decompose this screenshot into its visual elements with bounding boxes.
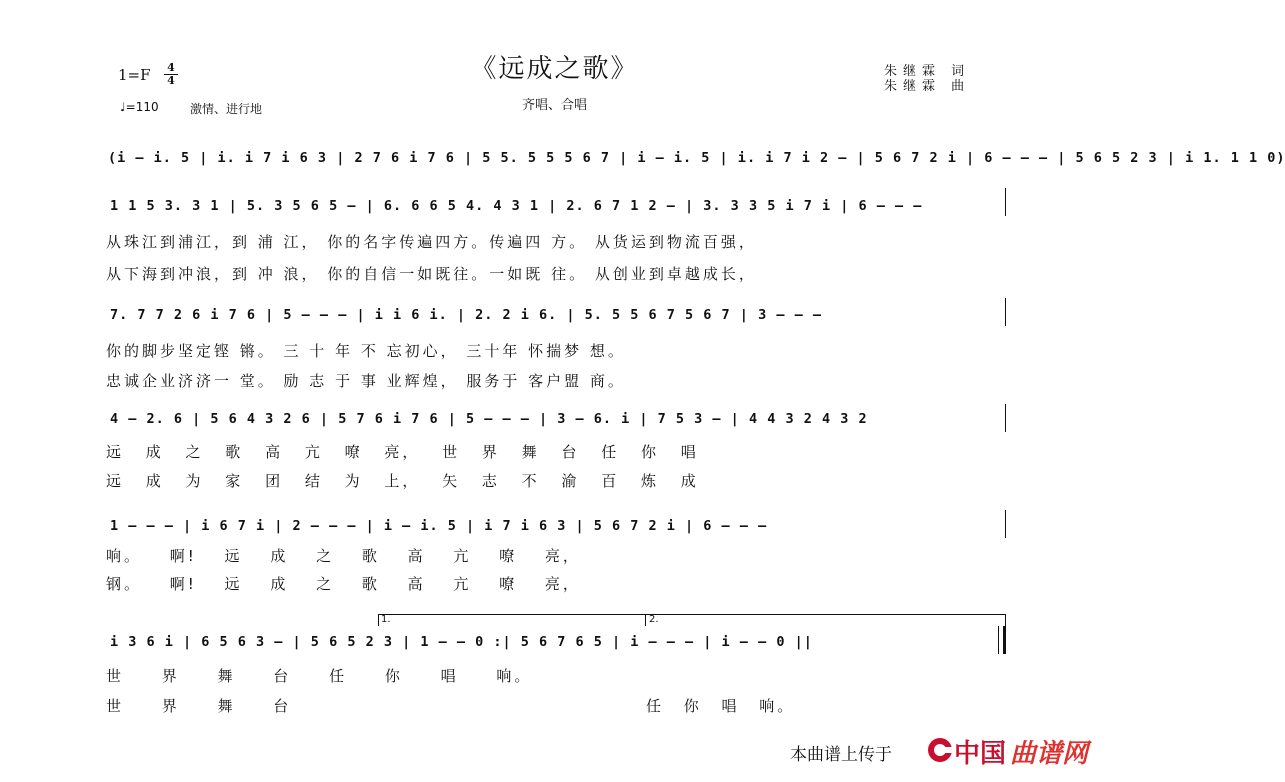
volta-2-label: 2.	[649, 614, 659, 625]
line-4-lyric-2: 远 成 为 家 团 结 为 上， 矢 志 不 渝 百 炼 成	[106, 472, 699, 490]
barline	[998, 626, 999, 654]
meter-bottom: 4	[167, 74, 175, 87]
line-5-lyric-1: 响。 啊! 远 成 之 歌 高 亢 嘹 亮，	[106, 547, 581, 565]
logo-mark-icon	[926, 736, 954, 764]
score-line-6-notes: i 3 6 i | 6 5 6 3 – | 5 6 5 2 3 | 1 – – 0 :| 5 6 7 6 5 | i – – – | i – – 0 ||	[110, 634, 813, 650]
barline	[1005, 510, 1006, 538]
final-barline	[1003, 626, 1006, 654]
logo-text-zhongguo: 中国	[954, 739, 1007, 769]
volta-tick	[378, 614, 379, 626]
meter-top: 4	[164, 62, 178, 75]
barline	[1005, 188, 1006, 216]
logo-text-qupu: 曲谱网	[1010, 739, 1089, 769]
line-3-lyric-2: 忠诚企业济济一 堂。 励 志 于 事 业辉煌， 服务于 客户盟 商。	[106, 372, 626, 390]
upload-notice: 本曲谱上传于	[790, 745, 892, 765]
performance-style: 齐唱、合唱	[521, 98, 587, 113]
volta-1-label: 1.	[381, 614, 391, 625]
volta-bracket	[378, 614, 1006, 615]
expression-marking: 激情、进行地	[190, 102, 263, 116]
barline	[1005, 404, 1006, 432]
volta-tick	[645, 614, 646, 626]
line-5-lyric-2: 钢。 啊! 远 成 之 歌 高 亢 嘹 亮，	[106, 575, 581, 593]
line-4-lyric-1: 远 成 之 歌 高 亢 嘹 亮， 世 界 舞 台 任 你 唱	[106, 443, 699, 461]
score-line-1-notes: (i – i. 5 | i. i 7 i 6 3 | 2 7 6 i 7 6 | 5 5. 5 5 5 6 7 | i – i. 5 | i. i 7 i 2 – | 5 6 7 2 i | 6 – – – | 5 6 5 2 3 | i 1. 1 1 0)	[108, 150, 1285, 166]
line-3-lyric-1: 你的脚步坚定铿 锵。 三 十 年 不 忘初心， 三十年 怀揣梦 想。	[106, 342, 626, 360]
barline	[1005, 298, 1006, 326]
line-2-lyric-1: 从珠江到浦江，到 浦 江， 你的名字传遍四方。传遍四 方。 从货运到物流百强，	[106, 233, 757, 251]
score-line-2-notes: 1 1 5 3. 3 1 | 5. 3 5 6 5 – | 6. 6 6 5 4. 4 3 1 | 2. 6 7 1 2 – | 3. 3 3 5 i 7 i | 6 – – –	[110, 198, 923, 214]
line-2-lyric-2: 从下海到冲浪，到 冲 浪， 你的自信一如既往。一如既 往。 从创业到卓越成长，	[106, 265, 757, 283]
tempo-marking: ♩=110	[120, 100, 159, 114]
credits	[884, 64, 970, 94]
score-line-3-notes: 7. 7 7 2 6 i 7 6 | 5 – – – | i i 6 i. | 2. 2 i 6. | 5. 5 5 6 7 5 6 7 | 3 – – –	[110, 307, 822, 323]
key-signature: 1=F	[118, 66, 151, 84]
score-line-4-notes: 4 – 2. 6 | 5 6 4 3 2 6 | 5 7 6 i 7 6 | 5 – – – | 3 – 6. i | 7 5 3 – | 4 4 3 2 4 3 2	[110, 411, 868, 427]
time-signature	[164, 62, 178, 87]
score-line-5-notes: 1 – – – | i 6 7 i | 2 – – – | i – i. 5 | i 7 i 6 3 | 5 6 7 2 i | 6 – – –	[110, 518, 768, 534]
line-6-lyric-1: 世 界 舞 台 任 你 唱 响。	[106, 667, 533, 685]
volta-tick	[1005, 614, 1006, 626]
line-6-lyric-2a: 世 界 舞 台	[106, 697, 292, 715]
lyricist-credit: 朱继霖 词	[884, 64, 971, 79]
composer-credit: 朱继霖 曲	[884, 79, 971, 94]
song-title: 《远成之歌》	[470, 54, 639, 84]
line-6-lyric-2b: 任 你 唱 响。	[646, 697, 796, 715]
